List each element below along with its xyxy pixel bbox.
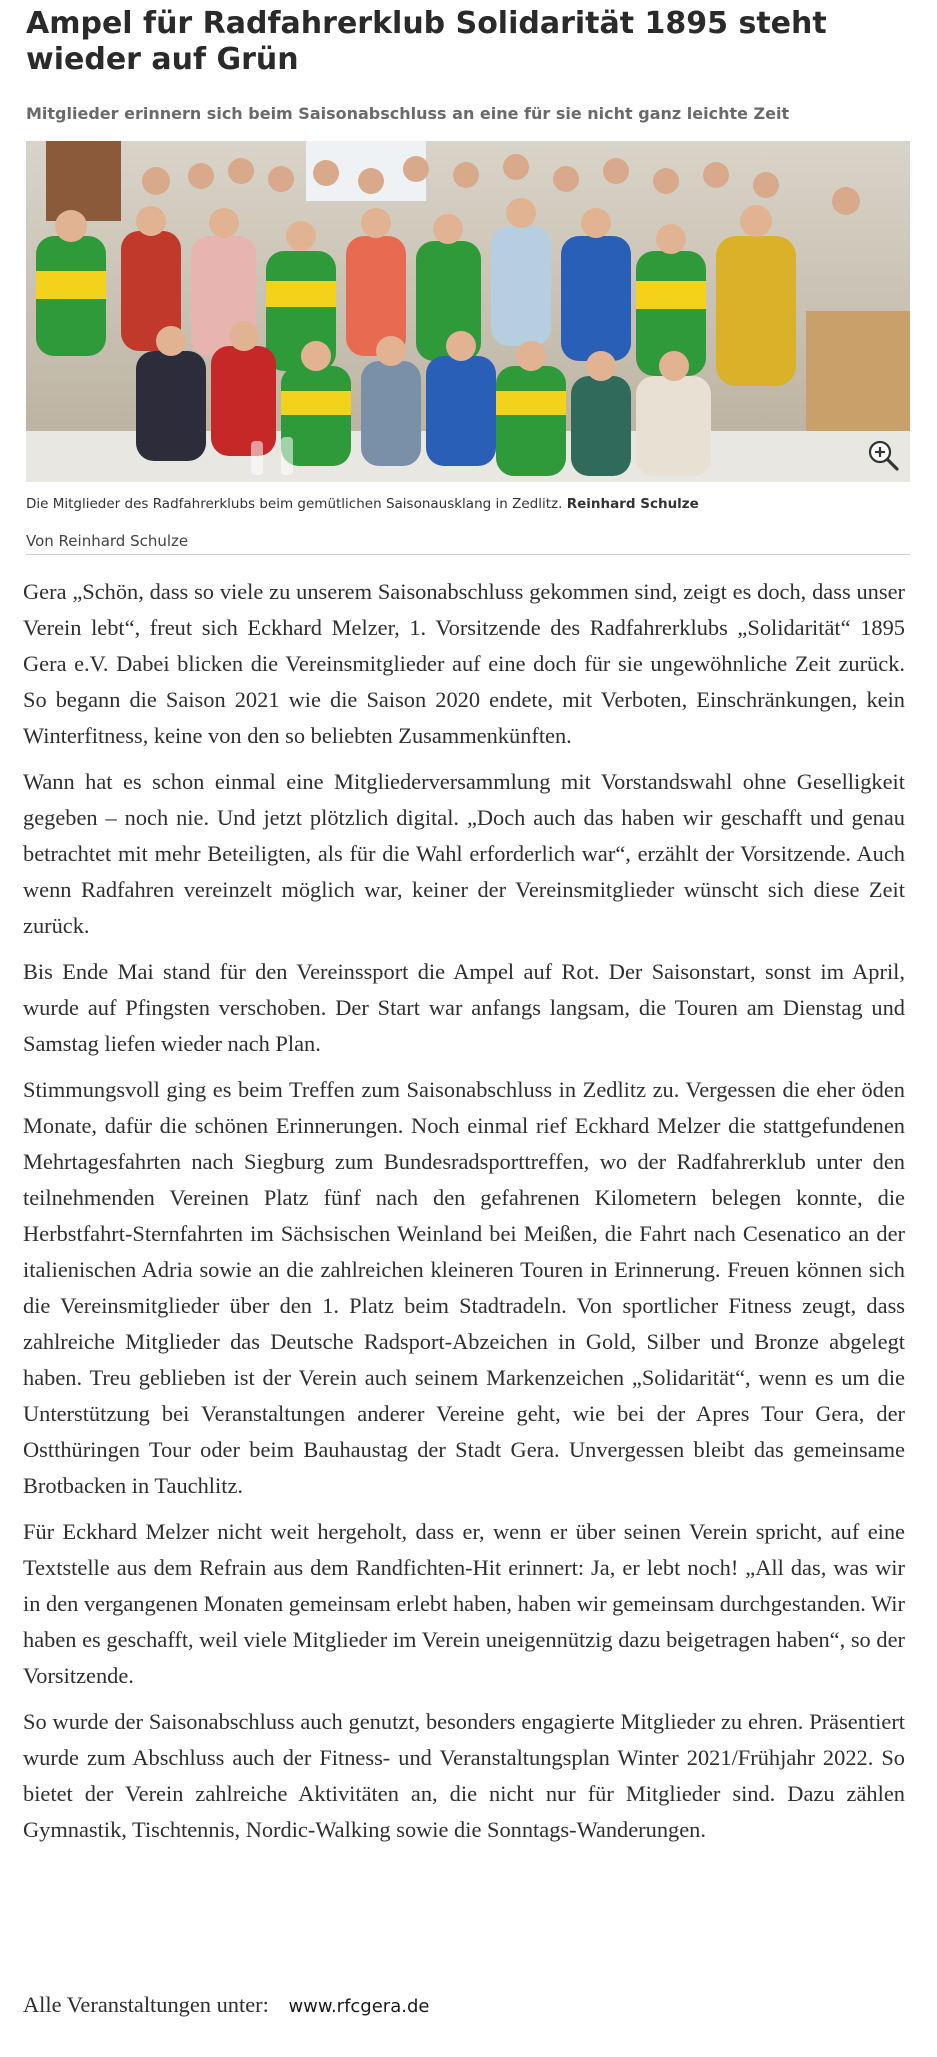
article-paragraph: Gera „Schön, dass so viele zu unserem Saisonabschluss gekommen sind, zeigt es doch, dass unser Verein lebt“, freut sich Eckhard Melzer, 1. Vorsitzende des Radfahrerklubs „Solidarität“ 1895 Gera e.V. Dabei blicken die Vereinsmitglieder auf eine doch für sie ungewöhnliche Zeit zurück. So begann die Saison 2021 wie die Saison 2020 endete, mit Verboten, Einschränkungen, kein Winterfitness, keine von den so beliebten Zusammenkünften.	[23, 579, 905, 748]
article-paragraph: Für Eckhard Melzer nicht weit hergeholt, dass er, wenn er über seinen Verein spricht, auf eine Textstelle aus dem Refrain aus dem Randfichten-Hit erinnert: Ja, er lebt noch! „All das, was wir in den vergangenen Monaten gemeinsam erlebt haben, haben wir gemeinsam durchgestanden. Wir haben es geschafft, weil viele Mitglieder im Verein uneigennützig dazu beigetragen haben“, so der Vorsitzende.	[23, 1519, 905, 1688]
events-footer	[23, 1987, 905, 2025]
events-label: Alle Veranstaltungen unter:	[23, 1992, 269, 2017]
club-website-link[interactable]: www.rfcgera.de	[288, 1996, 430, 2017]
article-byline: Von Reinhard Schulze	[26, 532, 189, 550]
photo-caption-text: Die Mitglieder des Radfahrerklubs beim gemütlichen Saisonausklang in Zedlitz.	[26, 496, 563, 512]
article-paragraph: Bis Ende Mai stand für den Vereinssport die Ampel auf Rot. Der Saisonstart, sonst im April, wurde auf Pfingsten verschoben. Der Start war anfangs langsam, die Touren am Dienstag und Samstag liefen wieder nach Plan.	[23, 959, 905, 1056]
zoom-in-button[interactable]	[866, 438, 900, 472]
article-headline: Ampel für Radfahrerklub Solidarität 1895 steht wieder auf Grün	[26, 6, 827, 77]
article-paragraph: Stimmungsvoll ging es beim Treffen zum Saisonabschluss in Zedlitz zu. Vergessen die eher öden Monate, dafür die schönen Erinnerungen. Noch einmal rief Eckhard Melzer die stattgefundenen Mehrtagesfahrten nach Siegburg zum Bundesradsporttreffen, wo der Radfahrerklub unter den teilnehmenden Vereinen Platz fünf nach den gefahrenen Kilometern belegen konnte, die Herbstfahrt-Sternfahrten im Sächsischen Weinland bei Meißen, die Fahrt nach Cesenatico an der italienischen Adria sowie an die zahlreichen kleineren Touren in Erinnerung. Freuen können sich die Vereinsmitglieder über den 1. Platz beim Stadtradeln. Von sportlicher Fitness zeugt, dass zahlreiche Mitglieder das Deutsche Radsport-Abzeichen in Gold, Silber und Bronze abgelegt haben. Treu geblieben ist der Verein auch seinem Markenzeichen „Solidarität“, wenn es um die Unterstützung bei Veranstaltungen anderer Vereine geht, wie bei der Apres Tour Gera, der Ostthüringen Tour oder beim Bauhaustag der Stadt Gera. Unvergessen bleibt das gemeinsame Brotbacken in Tauchlitz.	[23, 1077, 905, 1498]
article-photo[interactable]	[26, 141, 910, 482]
zoom-in-icon	[866, 438, 900, 472]
article-body	[23, 574, 905, 1858]
photo-credit: Reinhard Schulze	[566, 496, 699, 512]
photo-caption	[26, 494, 910, 514]
article-paragraph: So wurde der Saisonabschluss auch genutzt, besonders engagierte Mitglieder zu ehren. Präsentiert wurde zum Abschluss auch der Fitness- und Veranstaltungsplan Winter 2021/Frühjahr 2022. So bietet der Verein zahlreiche Aktivitäten an, die nicht nur für Mitglieder sind. Dazu zählen Gymnastik, Tischtennis, Nordic-Walking sowie die Sonntags-Wanderungen.	[23, 1709, 905, 1842]
byline-divider	[26, 554, 910, 555]
article-subheadline: Mitglieder erinnern sich beim Saisonabschluss an eine für sie nicht ganz leichte Zeit	[26, 104, 790, 123]
article-paragraph: Wann hat es schon einmal eine Mitgliederversammlung mit Vorstandswahl ohne Geselligkeit gegeben – noch nie. Und jetzt plötzlich digital. „Doch auch das haben wir geschafft und genau betrachtet mit mehr Beteiligten, als für die Wahl erforderlich war“, erzählt der Vorsitzende. Auch wenn Radfahren vereinzelt möglich war, keiner der Vereinsmitglieder wünscht sich diese Zeit zurück.	[23, 769, 905, 938]
group-photo-illustration	[26, 141, 910, 482]
